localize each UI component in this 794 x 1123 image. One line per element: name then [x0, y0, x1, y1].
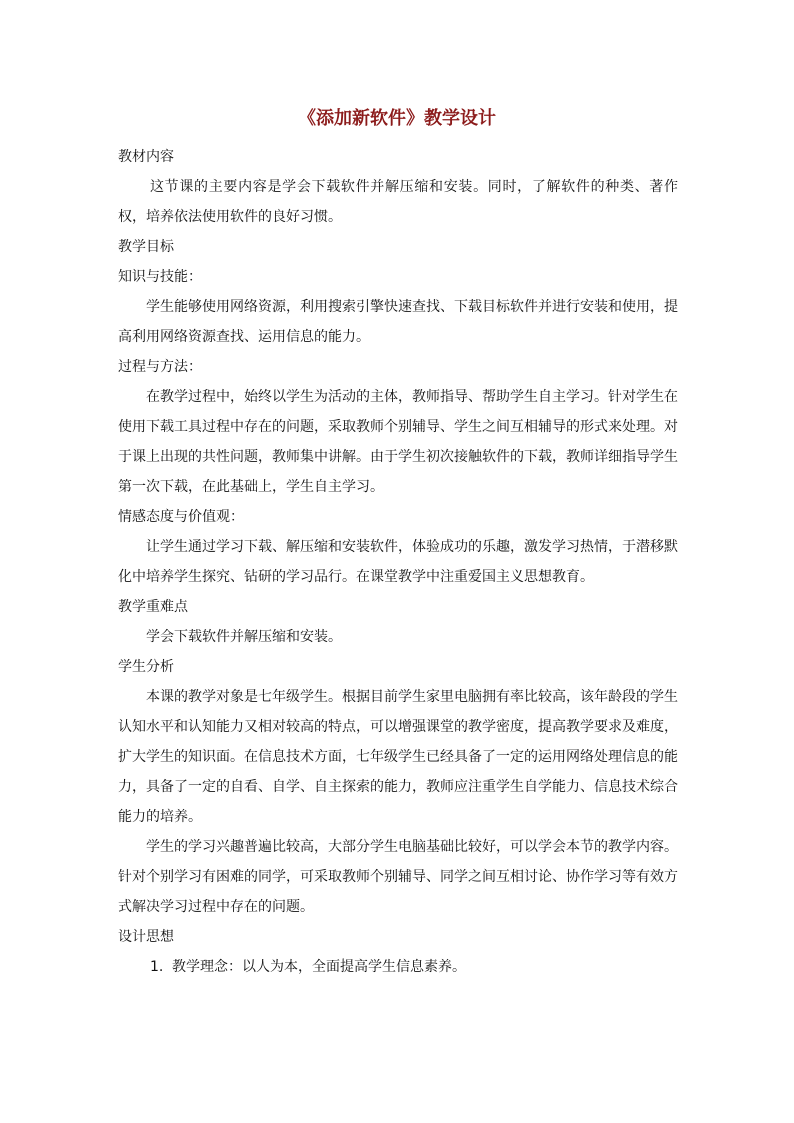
heading-emotion: 情感态度与价值观： — [118, 509, 244, 525]
paragraph-knowledge: 学生能够使用网络资源，利用搜索引擎快速查找、下载目标软件并进行安装和使用，提高利用网络资源查找、运用信息的能力。 — [118, 299, 678, 345]
list-item — [118, 952, 678, 982]
paragraph-content: 这节课的主要内容是学会下载软件并解压缩和安装。同时，了解软件的种类、著作权，培养依法使用软件的良好习惯。 — [118, 179, 678, 225]
list-item-number: 1. — [150, 959, 164, 975]
heading-design: 设计思想 — [118, 929, 174, 945]
heading-knowledge: 知识与技能： — [118, 269, 202, 285]
heading-students: 学生分析 — [118, 659, 174, 675]
heading-content: 教材内容 — [118, 149, 174, 165]
paragraph-students-1: 本课的教学对象是七年级学生。根据目前学生家里电脑拥有率比较高，该年龄段的学生认知水平和认知能力又相对较高的特点，可以增强课堂的教学密度，提高教学要求及难度，扩大学生的知识面。在信息技术方面，七年级学生已经具备了一定的运用网络处理信息的能力，具备了一定的自看、自学、自主探索的能力，教师应注重学生自学能力、信息技术综合能力的培养。 — [118, 689, 678, 825]
paragraph-process: 在教学过程中，始终以学生为活动的主体，教师指导、帮助学生自主学习。针对学生在使用下载工具过程中存在的问题，采取教师个别辅导、学生之间互相辅导的形式来处理。对于课上出现的共性问题，教师集中讲解。由于学生初次接触软件的下载，教师详细指导学生第一次下载，在此基础上，学生自主学习。 — [118, 389, 678, 495]
paragraph-emotion: 让学生通过学习下载、解压缩和安装软件，体验成功的乐趣，激发学习热情，于潜移默化中培养学生探究、钻研的学习品行。在课堂教学中注重爱国主义思想教育。 — [118, 539, 678, 585]
heading-keypoints: 教学重难点 — [118, 599, 188, 615]
heading-goals: 教学目标 — [118, 239, 174, 255]
document-body — [118, 142, 678, 982]
document-title: 《添加新软件》教学设计 — [298, 108, 496, 129]
paragraph-keypoints: 学会下载软件并解压缩和安装。 — [146, 629, 342, 645]
list-item-text: 教学理念：以人为本，全面提高学生信息素养。 — [172, 959, 466, 975]
paragraph-students-2: 学生的学习兴趣普遍比较高，大部分学生电脑基础比较好，可以学会本节的教学内容。针对个别学习有困难的同学，可采取教师个别辅导、同学之间互相讨论、协作学习等有效方式解决学习过程中存在的问题。 — [118, 839, 678, 915]
heading-process: 过程与方法： — [118, 359, 202, 375]
